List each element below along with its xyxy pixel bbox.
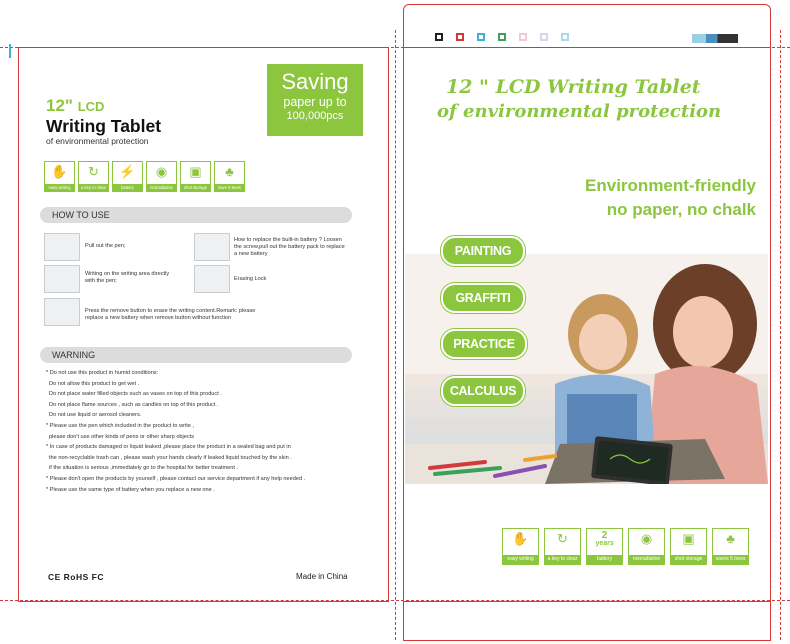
color-swatch <box>519 33 527 41</box>
color-swatch <box>540 33 548 41</box>
trees-icon: ♣ <box>225 164 234 179</box>
how-to-use-heading: HOW TO USE <box>40 207 352 223</box>
hand-icon: ✋ <box>51 164 68 179</box>
warning-line: please don't use other kinds of pens or other sharp objects <box>49 433 195 440</box>
warning-line: * Do not use this product in humid conditions: <box>46 370 159 376</box>
color-swatch <box>477 33 485 41</box>
warning-line: the non-recyclable trash can , please wash your hands clearly if leaked liquid touched by the skin . <box>49 454 292 461</box>
battery-icon: ⚡ <box>119 164 136 179</box>
camera-icon: ▣ <box>189 164 202 179</box>
tagline-line1: Environment-friendly <box>585 176 756 195</box>
product-title-block <box>46 97 236 147</box>
right-feature-label: battery <box>587 555 622 564</box>
right-feature-label: a key to clear <box>545 555 580 564</box>
product-title: Writing Tablet <box>46 116 162 136</box>
step-pen-image <box>44 233 80 261</box>
step-lock-image <box>194 265 230 293</box>
right-feature-1 <box>544 528 581 565</box>
use-calculus-pill: CALCULUS <box>441 376 525 406</box>
warning-line: * Please use the same type of battery when you replace a new one . <box>46 486 215 493</box>
warning-line: Do not use liquid or aerosol cleaners. <box>49 412 142 419</box>
certification-logos: CE RoHS FC <box>48 572 104 582</box>
right-feature-label: saves 5 trees <box>713 555 748 564</box>
left-feature-0 <box>44 161 75 192</box>
right-feature-4 <box>670 528 707 565</box>
feature-icons-right <box>502 528 749 565</box>
made-in-label: Made in China <box>296 572 348 581</box>
color-swatch <box>456 33 464 41</box>
right-feature-0 <box>502 528 539 565</box>
use-painting-pill: PAINTING <box>441 236 525 266</box>
tagline-line2: no paper, no chalk <box>606 200 756 219</box>
right-feature-label: nonradiative <box>629 555 664 564</box>
left-feature-5 <box>214 161 245 192</box>
left-feature-label: save 5 trees <box>215 184 244 191</box>
bottom-flap-outline <box>403 601 771 641</box>
right-feature-label: shot storage <box>671 555 706 564</box>
left-feature-4 <box>180 161 211 192</box>
step-erase-image <box>44 298 80 326</box>
registration-mark <box>9 44 11 58</box>
how-step-1: Pull out the pen; <box>85 243 126 249</box>
warning-line: * In case of products damaged or liquid leaked ,please place the product in a sealed bag and put in <box>46 444 291 451</box>
right-feature-3 <box>628 528 665 565</box>
eye-icon: ◉ <box>155 164 168 179</box>
product-subtitle: of environmental protection <box>46 136 149 146</box>
left-feature-label: nonradiative <box>147 184 176 191</box>
warning-line: if the situation is serious ,immediately go to the hospital for better treatment . <box>49 465 239 472</box>
left-feature-3 <box>146 161 177 192</box>
step-writing-image <box>44 265 80 293</box>
fold-line-right <box>780 30 781 640</box>
how-step-2: How to replace the built-in battery ? Loosen the screw,pull out the battery pack to replace a new battery <box>234 237 345 257</box>
warning-line: Do not place flame sources , such as candles on top of this product . <box>49 401 219 408</box>
left-feature-label: a key to clear <box>79 184 108 191</box>
saving-line2: paper up to <box>283 95 347 109</box>
refresh-icon: ↻ <box>557 531 568 546</box>
refresh-icon: ↻ <box>88 164 99 179</box>
trees-icon: ♣ <box>726 531 735 546</box>
eye-icon: ◉ <box>640 531 653 546</box>
color-swatch <box>561 33 569 41</box>
left-feature-label: battery <box>113 184 142 191</box>
use-graffiti-pill: GRAFFITI <box>441 283 525 313</box>
saving-line3: 100,000pcs <box>286 110 344 122</box>
right-feature-5 <box>712 528 749 565</box>
saving-badge <box>267 64 363 136</box>
lcd-label: LCD <box>77 99 105 114</box>
left-feature-1 <box>78 161 109 192</box>
color-swatch <box>435 33 443 41</box>
step-battery-image <box>194 233 230 261</box>
warning-line: Do not allow this product to get wet . <box>49 380 140 387</box>
size-label: 12 <box>46 96 65 115</box>
how-step-3: Writing on the writing area directly with the pen; <box>85 271 170 284</box>
battery-years-unit: years <box>595 540 614 547</box>
color-swatches <box>435 33 569 41</box>
warning-heading: WARNING <box>40 347 352 363</box>
size-unit: " <box>64 96 73 115</box>
right-title-line1: 12 " LCD Writing Tablet <box>446 76 701 98</box>
right-title-line2: of environmental protection <box>437 101 722 122</box>
how-step-5: Press the remove button to erase the writing content.Remark: please replace a new battery when remove button without function <box>85 308 256 321</box>
warning-line: Do not place water filled objects such as vases on top of this product . <box>49 391 222 398</box>
barcode-strip <box>692 34 738 43</box>
right-feature-2 <box>586 528 623 565</box>
fold-line-bottom <box>0 600 790 601</box>
right-feature-label: easy writing <box>503 555 538 564</box>
fold-line-top <box>0 47 790 48</box>
warning-list <box>46 368 366 495</box>
fold-line-left <box>395 30 396 640</box>
feature-icons-left <box>44 161 245 192</box>
battery-icon <box>596 531 614 548</box>
battery-years-number: 2 <box>601 530 608 541</box>
hand-icon: ✋ <box>512 531 529 546</box>
left-feature-2 <box>112 161 143 192</box>
left-feature-label: easy writing <box>45 184 74 191</box>
camera-icon: ▣ <box>682 531 695 546</box>
use-practice-pill: PRACTICE <box>441 329 527 359</box>
how-step-4: Erasing Lock <box>234 276 267 282</box>
left-feature-label: shot storage <box>181 184 210 191</box>
warning-line: * Please don't open the products by yourself , please contact our service department if any help needed . <box>46 475 306 482</box>
warning-line: * Please use the pen which included in the product to write , <box>46 422 195 429</box>
color-swatch <box>498 33 506 41</box>
saving-line1: Saving <box>281 69 349 94</box>
